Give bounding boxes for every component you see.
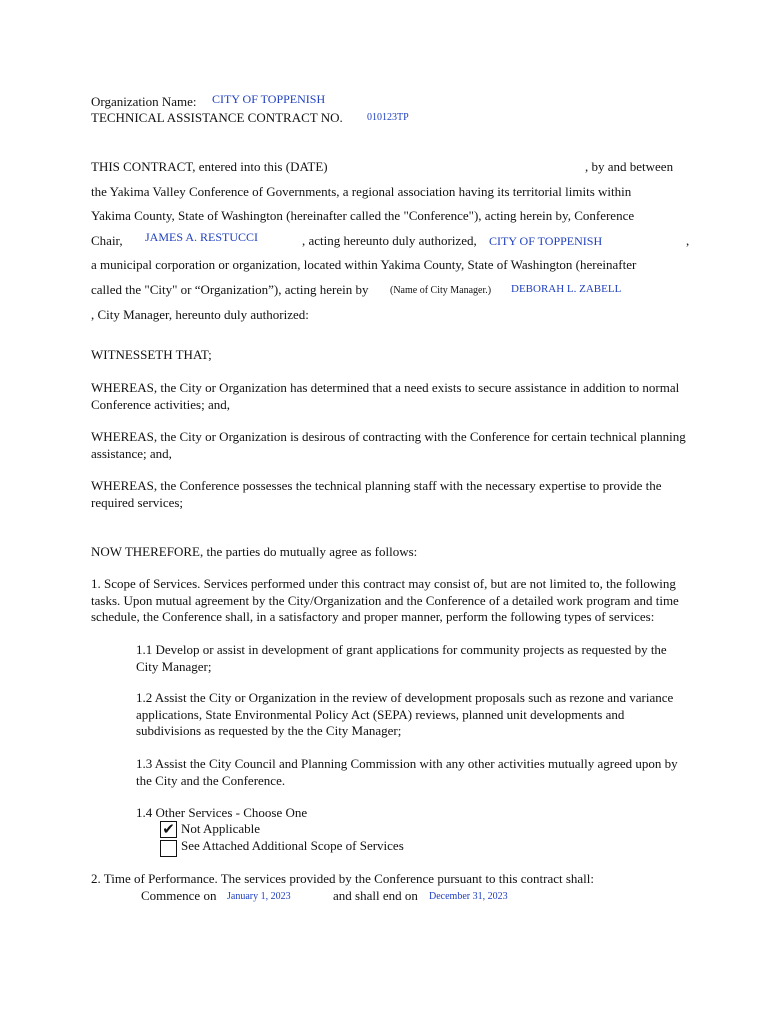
intro-line-1a: THIS CONTRACT, entered into this (DATE): [91, 159, 328, 174]
additional-scope-label: See Attached Additional Scope of Services: [181, 838, 404, 853]
city-name-field[interactable]: CITY OF TOPPENISH: [489, 234, 603, 248]
contract-number-label: TECHNICAL ASSISTANCE CONTRACT NO.: [91, 110, 343, 125]
not-applicable-checkbox[interactable]: [160, 821, 177, 838]
organization-name-field[interactable]: CITY OF TOPPENISH: [212, 92, 326, 106]
additional-scope-checkbox[interactable]: [160, 840, 177, 857]
whereas-clause-2: WHEREAS, the City or Organization is desirous of contracting with the Conference for certain technical planning assistance; and,: [91, 429, 686, 461]
intro-line-4b: , acting hereunto duly authorized,: [302, 233, 477, 248]
checkmark-icon: ✔: [162, 820, 175, 838]
intro-line-4a: Chair,: [91, 233, 123, 248]
intro-line-2: the Yakima Valley Conference of Governments, a regional association having its territorial limits within: [91, 184, 632, 199]
whereas-clause-1: WHEREAS, the City or Organization has determined that a need exists to secure assistance in addition to normal Conference activities; and,: [91, 380, 680, 412]
intro-line-7: , City Manager, hereunto duly authorized:: [91, 307, 309, 322]
conference-chair-field[interactable]: JAMES A. RESTUCCI: [145, 230, 259, 244]
intro-line-5: a municipal corporation or organization, located within Yakima County, State of Washington (hereinafter: [91, 257, 637, 272]
scope-of-services-text: 1. Scope of Services. Services performed under this contract may consist of, but are not limited to, the following tasks. Upon mutual agreement by the City/Organization and the Conference of a detailed work program and time schedule, the Conference shall, in a satisfactory and proper manner, perform the following types of services:: [91, 576, 679, 624]
not-applicable-label: Not Applicable: [181, 821, 261, 836]
city-manager-note: (Name of City Manager.): [390, 285, 492, 296]
now-therefore-heading: NOW THEREFORE, the parties do mutually agree as follows:: [91, 544, 418, 559]
end-label: and shall end on: [333, 888, 418, 903]
intro-line-3: Yakima County, State of Washington (hereinafter called the "Conference"), acting herein by, Conference: [91, 208, 635, 223]
scope-item-1-1: 1.1 Develop or assist in development of grant applications for community projects as requested by the City Manager;: [136, 642, 667, 674]
witnesseth-heading: WITNESSETH THAT;: [91, 347, 212, 362]
intro-line-6a: called the "City" or “Organization”), acting herein by: [91, 282, 369, 297]
whereas-clause-3: WHEREAS, the Conference possesses the technical planning staff with the necessary expertise to provide the required services;: [91, 478, 662, 510]
scope-item-1-3: 1.3 Assist the City Council and Planning Commission with any other activities mutually agreed upon by the City and the Conference.: [136, 756, 678, 788]
city-manager-field[interactable]: DEBORAH L. ZABELL: [511, 283, 622, 295]
scope-item-1-2: 1.2 Assist the City or Organization in the review of development proposals such as rezone and variance applications, State Environmental Policy Act (SEPA) reviews, planned unit developments and subdivisions as requested by the the City Manager;: [136, 690, 674, 738]
organization-name-label: Organization Name:: [91, 94, 197, 109]
contract-number-field[interactable]: 010123TP: [367, 112, 409, 123]
start-date-field[interactable]: January 1, 2023: [227, 891, 291, 902]
other-services-label: 1.4 Other Services - Choose One: [136, 805, 308, 820]
intro-line-1b: , by and between: [585, 159, 674, 174]
intro-line-4c: ,: [686, 233, 690, 248]
commence-label: Commence on: [141, 888, 217, 903]
end-date-field[interactable]: December 31, 2023: [429, 891, 508, 902]
time-of-performance-text: 2. Time of Performance. The services provided by the Conference pursuant to this contract shall:: [91, 871, 595, 886]
